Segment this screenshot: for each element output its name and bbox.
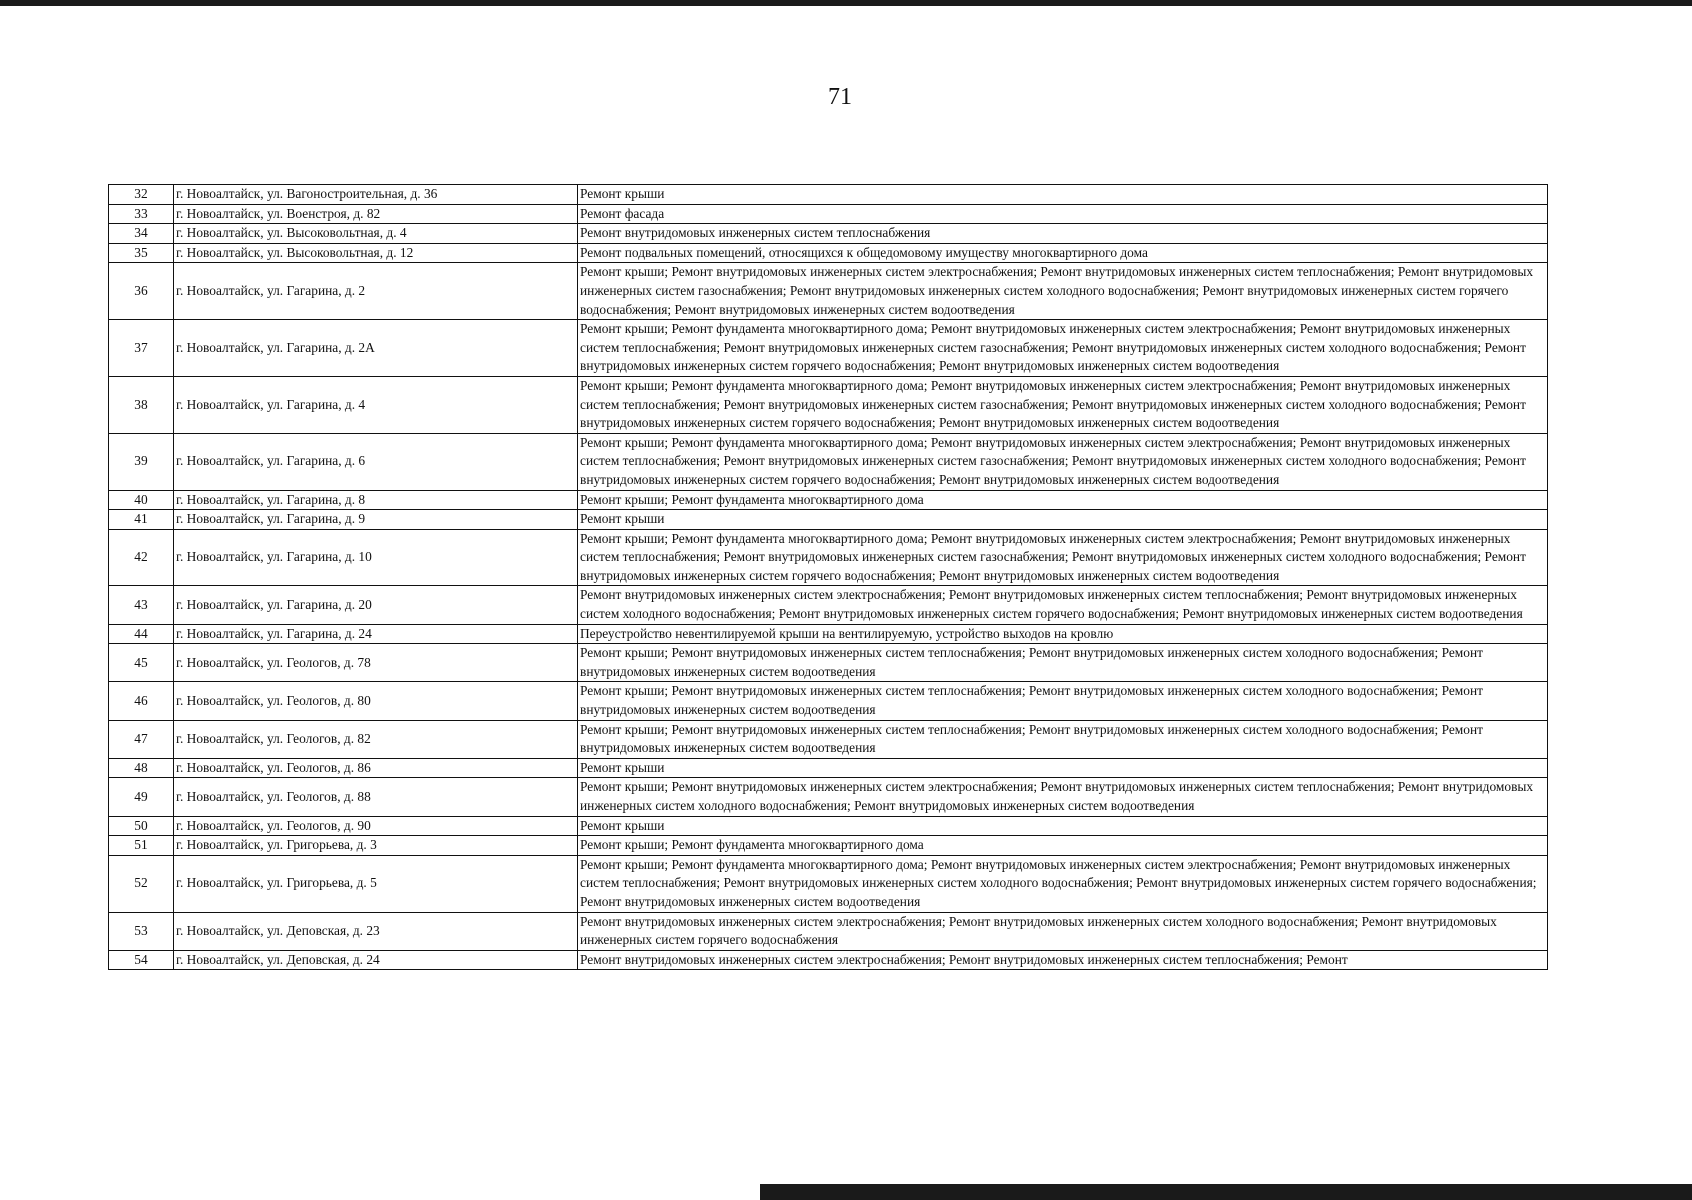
- address-cell: г. Новоалтайск, ул. Геологов, д. 90: [174, 816, 578, 836]
- address-cell: г. Новоалтайск, ул. Вагоностроительная, д. 36: [174, 185, 578, 205]
- works-cell: Ремонт внутридомовых инженерных систем электроснабжения; Ремонт внутридомовых инженерных систем теплоснабжения; Ремонт: [578, 950, 1548, 970]
- row-number-cell: 45: [109, 644, 174, 682]
- table-row: [109, 836, 1548, 856]
- scan-border-top: [0, 0, 1692, 6]
- works-cell: Ремонт внутридомовых инженерных систем электроснабжения; Ремонт внутридомовых инженерных систем теплоснабжения; Ремонт внутридомовых инженерных систем холодного водоснабжения; Ремонт внутридомовых инженерных систем горячего водоснабжения; Ремонт внутридомовых инженерных систем водоотведения: [578, 586, 1548, 624]
- address-cell: г. Новоалтайск, ул. Геологов, д. 80: [174, 682, 578, 720]
- table-row: [109, 510, 1548, 530]
- row-number-cell: 48: [109, 758, 174, 778]
- works-cell: Ремонт крыши; Ремонт фундамента многоквартирного дома; Ремонт внутридомовых инженерных систем электроснабжения; Ремонт внутридомовых инженерных систем теплоснабжения; Ремонт внутридомовых инженерных систем газоснабжения; Ремонт внутридомовых инженерных систем холодного водоснабжения; Ремонт внутридомовых инженерных систем горячего водоснабжения; Ремонт внутридомовых инженерных систем водоотведения: [578, 376, 1548, 433]
- repair-works-table: [108, 184, 1548, 970]
- row-number-cell: 41: [109, 510, 174, 530]
- address-cell: г. Новоалтайск, ул. Гагарина, д. 24: [174, 624, 578, 644]
- table-body: [109, 185, 1548, 970]
- address-cell: г. Новоалтайск, ул. Деповская, д. 23: [174, 912, 578, 950]
- works-cell: Ремонт крыши; Ремонт внутридомовых инженерных систем электроснабжения; Ремонт внутридомовых инженерных систем теплоснабжения; Ремонт внутридомовых инженерных систем холодного водоснабжения; Ремонт внутридомовых инженерных систем водоотведения: [578, 778, 1548, 816]
- works-cell: Ремонт крыши; Ремонт внутридомовых инженерных систем теплоснабжения; Ремонт внутридомовых инженерных систем холодного водоснабжения; Ремонт внутридомовых инженерных систем водоотведения: [578, 682, 1548, 720]
- page-number: 71: [828, 84, 852, 110]
- table-row: [109, 529, 1548, 586]
- table-row: [109, 204, 1548, 224]
- works-cell: Ремонт крыши; Ремонт фундамента многоквартирного дома: [578, 490, 1548, 510]
- row-number-cell: 47: [109, 720, 174, 758]
- table-row: [109, 855, 1548, 912]
- table-row: [109, 682, 1548, 720]
- works-cell: Ремонт крыши; Ремонт фундамента многоквартирного дома; Ремонт внутридомовых инженерных систем электроснабжения; Ремонт внутридомовых инженерных систем теплоснабжения; Ремонт внутридомовых инженерных систем газоснабжения; Ремонт внутридомовых инженерных систем холодного водоснабжения; Ремонт внутридомовых инженерных систем горячего водоснабжения; Ремонт внутридомовых инженерных систем водоотведения: [578, 433, 1548, 490]
- table-row: [109, 624, 1548, 644]
- row-number-cell: 43: [109, 586, 174, 624]
- table-row: [109, 758, 1548, 778]
- row-number-cell: 44: [109, 624, 174, 644]
- works-cell: Ремонт крыши; Ремонт фундамента многоквартирного дома; Ремонт внутридомовых инженерных систем электроснабжения; Ремонт внутридомовых инженерных систем теплоснабжения; Ремонт внутридомовых инженерных систем холодного водоснабжения; Ремонт внутридомовых инженерных систем горячего водоснабжения; Ремонт внутридомовых инженерных систем водоотведения: [578, 855, 1548, 912]
- address-cell: г. Новоалтайск, ул. Гагарина, д. 20: [174, 586, 578, 624]
- table-row: [109, 490, 1548, 510]
- works-cell: Ремонт крыши; Ремонт фундамента многоквартирного дома; Ремонт внутридомовых инженерных систем электроснабжения; Ремонт внутридомовых инженерных систем теплоснабжения; Ремонт внутридомовых инженерных систем газоснабжения; Ремонт внутридомовых инженерных систем холодного водоснабжения; Ремонт внутридомовых инженерных систем горячего водоснабжения; Ремонт внутридомовых инженерных систем водоотведения: [578, 320, 1548, 377]
- works-cell: Переустройство невентилируемой крыши на вентилируемую, устройство выходов на кровлю: [578, 624, 1548, 644]
- row-number-cell: 37: [109, 320, 174, 377]
- table-row: [109, 912, 1548, 950]
- address-cell: г. Новоалтайск, ул. Геологов, д. 82: [174, 720, 578, 758]
- address-cell: г. Новоалтайск, ул. Гагарина, д. 8: [174, 490, 578, 510]
- works-cell: Ремонт внутридомовых инженерных систем электроснабжения; Ремонт внутридомовых инженерных систем холодного водоснабжения; Ремонт внутридомовых инженерных систем горячего водоснабжения: [578, 912, 1548, 950]
- row-number-cell: 38: [109, 376, 174, 433]
- works-cell: Ремонт фасада: [578, 204, 1548, 224]
- address-cell: г. Новоалтайск, ул. Гагарина, д. 9: [174, 510, 578, 530]
- table-row: [109, 586, 1548, 624]
- table-row: [109, 376, 1548, 433]
- table-row: [109, 720, 1548, 758]
- works-cell: Ремонт крыши; Ремонт внутридомовых инженерных систем теплоснабжения; Ремонт внутридомовых инженерных систем холодного водоснабжения; Ремонт внутридомовых инженерных систем водоотведения: [578, 720, 1548, 758]
- row-number-cell: 36: [109, 263, 174, 320]
- works-cell: Ремонт крыши: [578, 816, 1548, 836]
- works-cell: Ремонт крыши; Ремонт фундамента многоквартирного дома; Ремонт внутридомовых инженерных систем электроснабжения; Ремонт внутридомовых инженерных систем теплоснабжения; Ремонт внутридомовых инженерных систем газоснабжения; Ремонт внутридомовых инженерных систем холодного водоснабжения; Ремонт внутридомовых инженерных систем горячего водоснабжения; Ремонт внутридомовых инженерных систем водоотведения: [578, 529, 1548, 586]
- address-cell: г. Новоалтайск, ул. Высоковольтная, д. 4: [174, 224, 578, 244]
- table-row: [109, 243, 1548, 263]
- works-cell: Ремонт крыши; Ремонт фундамента многоквартирного дома: [578, 836, 1548, 856]
- address-cell: г. Новоалтайск, ул. Гагарина, д. 10: [174, 529, 578, 586]
- works-cell: Ремонт внутридомовых инженерных систем теплоснабжения: [578, 224, 1548, 244]
- address-cell: г. Новоалтайск, ул. Гагарина, д. 2: [174, 263, 578, 320]
- row-number-cell: 35: [109, 243, 174, 263]
- works-cell: Ремонт крыши: [578, 758, 1548, 778]
- table-row: [109, 263, 1548, 320]
- table-row: [109, 320, 1548, 377]
- address-cell: г. Новоалтайск, ул. Геологов, д. 78: [174, 644, 578, 682]
- row-number-cell: 53: [109, 912, 174, 950]
- table-row: [109, 433, 1548, 490]
- works-cell: Ремонт крыши; Ремонт внутридомовых инженерных систем электроснабжения; Ремонт внутридомовых инженерных систем теплоснабжения; Ремонт внутридомовых инженерных систем газоснабжения; Ремонт внутридомовых инженерных систем холодного водоснабжения; Ремонт внутридомовых инженерных систем горячего водоснабжения; Ремонт внутридомовых инженерных систем водоотведения: [578, 263, 1548, 320]
- row-number-cell: 52: [109, 855, 174, 912]
- address-cell: г. Новоалтайск, ул. Гагарина, д. 2А: [174, 320, 578, 377]
- address-cell: г. Новоалтайск, ул. Григорьева, д. 3: [174, 836, 578, 856]
- row-number-cell: 34: [109, 224, 174, 244]
- row-number-cell: 51: [109, 836, 174, 856]
- row-number-cell: 32: [109, 185, 174, 205]
- row-number-cell: 49: [109, 778, 174, 816]
- table-row: [109, 224, 1548, 244]
- address-cell: г. Новоалтайск, ул. Деповская, д. 24: [174, 950, 578, 970]
- row-number-cell: 50: [109, 816, 174, 836]
- scan-border-bottom: [760, 1184, 1692, 1200]
- works-cell: Ремонт крыши: [578, 185, 1548, 205]
- address-cell: г. Новоалтайск, ул. Григорьева, д. 5: [174, 855, 578, 912]
- works-cell: Ремонт крыши; Ремонт внутридомовых инженерных систем теплоснабжения; Ремонт внутридомовых инженерных систем холодного водоснабжения; Ремонт внутридомовых инженерных систем водоотведения: [578, 644, 1548, 682]
- table-row: [109, 816, 1548, 836]
- address-cell: г. Новоалтайск, ул. Гагарина, д. 4: [174, 376, 578, 433]
- table-row: [109, 185, 1548, 205]
- row-number-cell: 46: [109, 682, 174, 720]
- works-cell: Ремонт крыши: [578, 510, 1548, 530]
- address-cell: г. Новоалтайск, ул. Геологов, д. 86: [174, 758, 578, 778]
- row-number-cell: 39: [109, 433, 174, 490]
- address-cell: г. Новоалтайск, ул. Военстроя, д. 82: [174, 204, 578, 224]
- works-cell: Ремонт подвальных помещений, относящихся к общедомовому имуществу многоквартирного дома: [578, 243, 1548, 263]
- row-number-cell: 54: [109, 950, 174, 970]
- row-number-cell: 42: [109, 529, 174, 586]
- table-row: [109, 950, 1548, 970]
- address-cell: г. Новоалтайск, ул. Гагарина, д. 6: [174, 433, 578, 490]
- row-number-cell: 40: [109, 490, 174, 510]
- address-cell: г. Новоалтайск, ул. Высоковольтная, д. 12: [174, 243, 578, 263]
- address-cell: г. Новоалтайск, ул. Геологов, д. 88: [174, 778, 578, 816]
- table-row: [109, 644, 1548, 682]
- table-row: [109, 778, 1548, 816]
- row-number-cell: 33: [109, 204, 174, 224]
